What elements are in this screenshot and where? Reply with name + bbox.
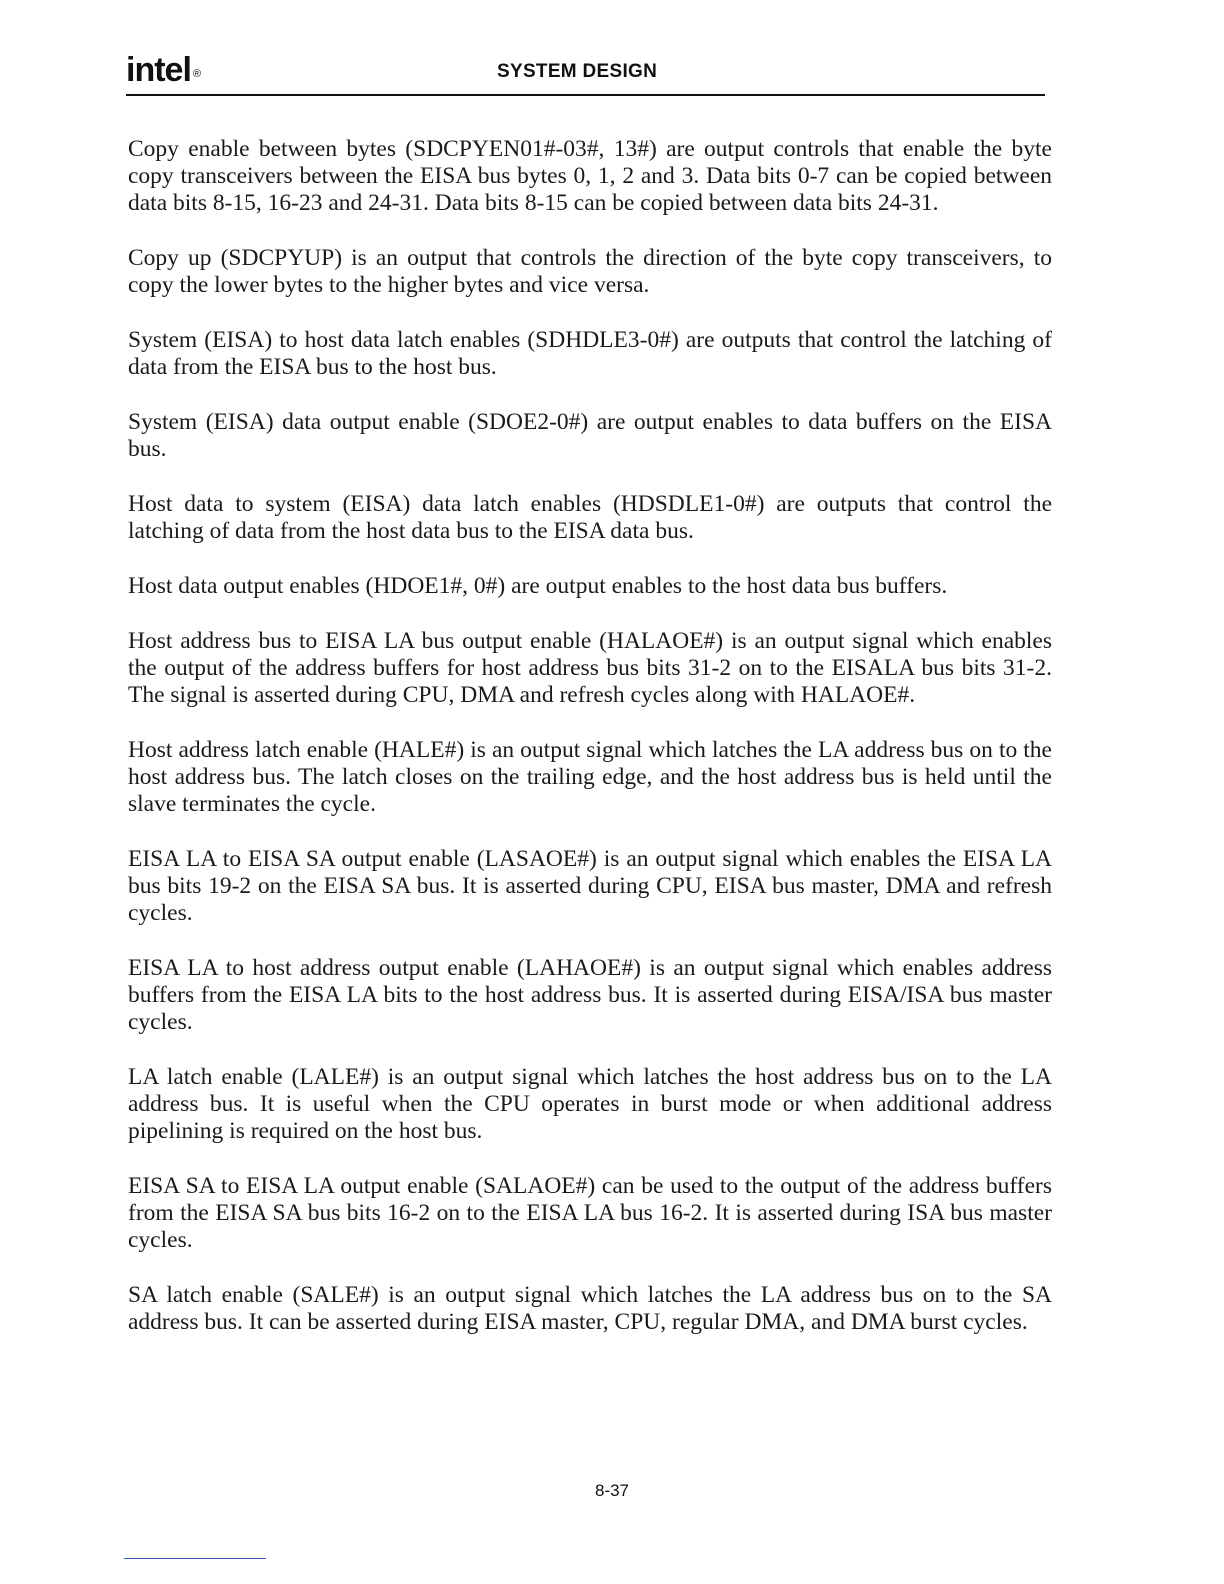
paragraph-lale: LA latch enable (LALE#) is an output signal which latches the host address bus on to the LA address bus. It is useful when the CPU operates in burst mode or when additional address pipelining is required on the host bus. xyxy=(128,1064,1052,1144)
paragraph-sdoe: System (EISA) data output enable (SDOE2-0#) are output enables to data buffers on the EISA bus. xyxy=(128,409,1052,462)
running-header-title: SYSTEM DESIGN xyxy=(497,61,658,82)
paragraph-sdcpyup: Copy up (SDCPYUP) is an output that controls the direction of the byte copy transceivers, to copy the lower bytes to the higher bytes and vice versa. xyxy=(128,245,1052,298)
intel-logo xyxy=(126,50,201,90)
paragraph-hdoe: Host data output enables (HDOE1#, 0#) are output enables to the host data bus buffers. xyxy=(128,573,948,599)
registered-mark: ® xyxy=(192,68,201,80)
paragraph-sdcpyen: Copy enable between bytes (SDCPYEN01#-03#, 13#) are output controls that enable the byte copy transceivers between the EISA bus bytes 0, 1, 2 and 3. Data bits 0-7 can be copied between data bits 8-15, 16-23 and 24-31. Data bits 8-15 can be copied between data bits 24-31. xyxy=(128,136,1052,216)
header-rule xyxy=(126,94,1045,96)
logo-text: intel xyxy=(126,51,191,89)
paragraph-hale: Host address latch enable (HALE#) is an output signal which latches the LA address bus on to the host address bus. The latch closes on the trailing edge, and the host address bus is held until the slave terminates the cycle. xyxy=(128,737,1052,817)
footer-rule xyxy=(124,1558,266,1559)
paragraph-salaoe: EISA SA to EISA LA output enable (SALAOE#) can be used to the output of the address buffers from the EISA SA bus bits 16-2 on to the EISA LA bus 16-2. It is asserted during ISA bus master cycles. xyxy=(128,1173,1052,1253)
page-number: 8-37 xyxy=(594,1481,630,1500)
paragraph-lasaoe: EISA LA to EISA SA output enable (LASAOE#) is an output signal which enables the EISA LA bus bits 19-2 on the EISA SA bus. It is asserted during CPU, EISA bus master, DMA and refresh cycles. xyxy=(128,846,1052,926)
paragraph-hdsdle: Host data to system (EISA) data latch enables (HDSDLE1-0#) are outputs that control the latching of data from the host data bus to the EISA data bus. xyxy=(128,491,1052,544)
body-text xyxy=(128,136,1052,1364)
paragraph-sale: SA latch enable (SALE#) is an output signal which latches the LA address bus on to the SA address bus. It can be asserted during EISA master, CPU, regular DMA, and DMA burst cycles. xyxy=(128,1282,1052,1335)
paragraph-lahaoe: EISA LA to host address output enable (LAHAOE#) is an output signal which enables address buffers from the EISA LA bits to the host address bus. It is asserted during EISA/ISA bus master cycles. xyxy=(128,955,1052,1035)
paragraph-sdhdle: System (EISA) to host data latch enables (SDHDLE3-0#) are outputs that control the latching of data from the EISA bus to the host bus. xyxy=(128,327,1052,380)
paragraph-halaoe: Host address bus to EISA LA bus output enable (HALAOE#) is an output signal which enables the output of the address buffers for host address bus bits 31-2 on to the EISALA bus bits 31-2. The signal is asserted during CPU, DMA and refresh cycles along with HALAOE#. xyxy=(128,628,1052,708)
